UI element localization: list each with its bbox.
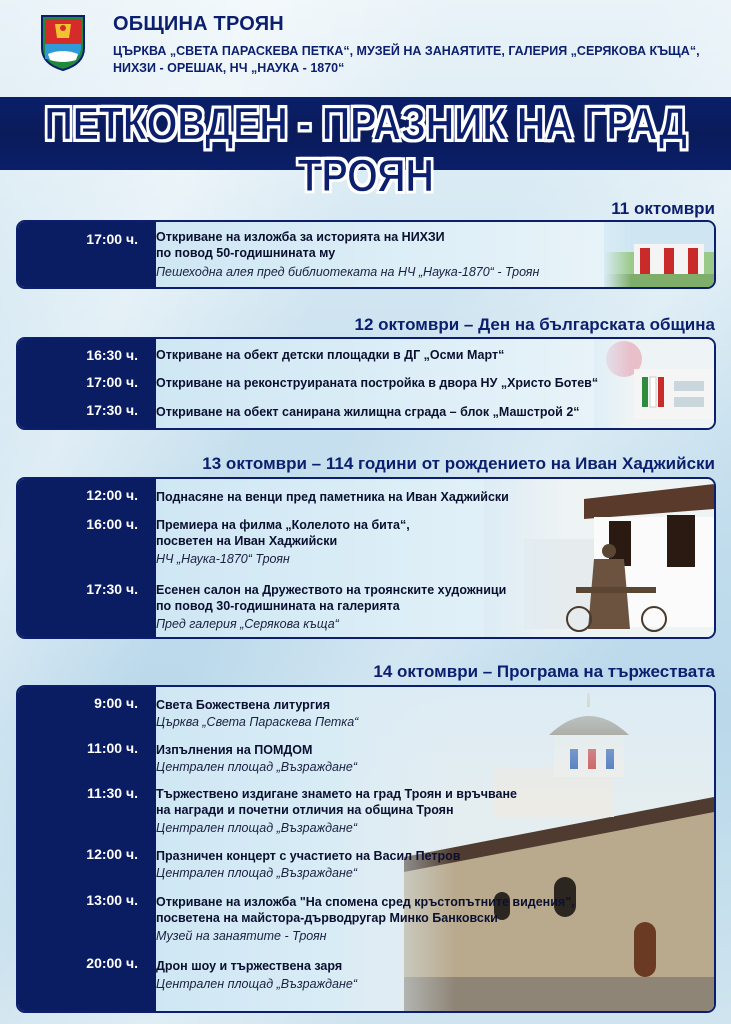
event-place: Централен площад „Възраждане“	[156, 866, 358, 880]
event-place: Църква „Света Параскева Петка“	[156, 715, 359, 729]
school-building-photo	[594, 339, 714, 430]
event-title-line: Дрон шоу и тържествена заря	[156, 959, 343, 973]
event-time: 20:00 ч.	[86, 955, 138, 971]
event-title-line: Тържествено издигане знамето на град Троян и връчване	[156, 787, 517, 801]
event-time: 16:30 ч.	[86, 347, 138, 363]
day-panel-oct-11	[16, 220, 716, 289]
organizers-line-1: ЦЪРКВА „СВЕТА ПАРАСКЕВА ПЕТКА“, МУЗЕЙ НА ЗАНАЯТИТЕ, ГАЛЕРИЯ „СЕРЯКОВА КЪЩА“,	[113, 44, 700, 58]
monument-house-photo	[484, 479, 714, 639]
event-title-line: Премиера на филма „Колелото на бита“,	[156, 518, 410, 532]
event-time: 17:30 ч.	[86, 581, 138, 597]
title-banner	[0, 97, 731, 202]
event-title-line: Откриване на изложба "На спомена сред кръстопътните видения",	[156, 895, 575, 909]
page-title: ПЕТКОВДЕН - ПРАЗНИК НА ГРАД ТРОЯН	[44, 99, 687, 202]
day-heading-oct-13: 13 октомври – 114 години от рождението на Иван Хаджийски	[202, 454, 715, 473]
event-time: 11:30 ч.	[87, 785, 138, 801]
event-time: 16:00 ч.	[86, 516, 138, 532]
event-title-line: на награди и почетни отличия на община Троян	[156, 803, 454, 817]
event-place: НЧ „Наука-1870“ Троян	[156, 552, 290, 566]
event-title-line: по повод 50-годишнината му	[156, 246, 336, 260]
day-heading-oct-11: 11 октомври	[611, 199, 715, 218]
day-heading-oct-14: 14 октомври – Програма на тържествата	[373, 662, 715, 681]
event-place: Централен площад „Възраждане“	[156, 821, 358, 835]
event-title-line: Откриване на обект детски площадки в ДГ „Осми Март“	[156, 348, 505, 362]
event-title-line: Поднасяне на венци пред паметника на Иван Хаджийски	[156, 490, 509, 504]
event-time: 11:00 ч.	[87, 740, 138, 756]
event-title-line: Откриване на изложба за историята на НИХЗИ	[156, 230, 445, 244]
event-place: Пред галерия „Серякова къща“	[156, 617, 339, 631]
event-title-line: Есенен салон на Дружеството на троянските художници	[156, 583, 507, 597]
event-time: 17:30 ч.	[86, 402, 138, 418]
event-place: Централен площад „Възраждане“	[156, 977, 358, 991]
event-time: 12:00 ч.	[86, 487, 138, 503]
day-panel-oct-13	[16, 477, 716, 639]
event-title-line: посветена на майстора-дърводругар Минко Банковски	[156, 911, 498, 925]
event-title-line: по повод 30-годишнината на галерията	[156, 599, 400, 613]
event-title-line: Света Божествена литургия	[156, 698, 331, 712]
library-photo	[604, 222, 714, 289]
header	[0, 0, 731, 92]
event-time: 17:00 ч.	[86, 231, 138, 247]
event-time: 17:00 ч.	[86, 374, 138, 390]
event-title-line: Откриване на реконструираната постройка в двора НУ „Христо Ботев“	[156, 376, 599, 390]
event-place: Пешеходна алея пред библиотеката на НЧ „Наука-1870“ - Троян	[156, 265, 540, 279]
event-time: 12:00 ч.	[86, 846, 138, 862]
event-time: 9:00 ч.	[94, 695, 138, 711]
municipality-crest-icon	[40, 14, 86, 72]
organizers-line-2: НИХЗИ - ОРЕШАК, НЧ „НАУКА - 1870“	[113, 61, 345, 75]
event-place: Музей на занаятите - Троян	[156, 929, 327, 943]
event-title-line: посветен на Иван Хаджийски	[156, 534, 338, 548]
day-panel-oct-12	[16, 337, 716, 430]
event-place: Централен площад „Възраждане“	[156, 760, 358, 774]
municipality-name: ОБЩИНА ТРОЯН	[113, 13, 284, 35]
event-time: 13:00 ч.	[86, 892, 138, 908]
event-title-line: Изпълнения на ПОМДОМ	[156, 743, 313, 757]
event-title-line: Откриване на обект санирана жилищна сграда – блок „Машстрой 2“	[156, 405, 580, 419]
day-panel-oct-14	[16, 685, 716, 1013]
day-heading-oct-12: 12 октомври – Ден на българската община	[354, 315, 715, 334]
event-title-line: Празничен концерт с участието на Васил Петров	[156, 849, 461, 863]
